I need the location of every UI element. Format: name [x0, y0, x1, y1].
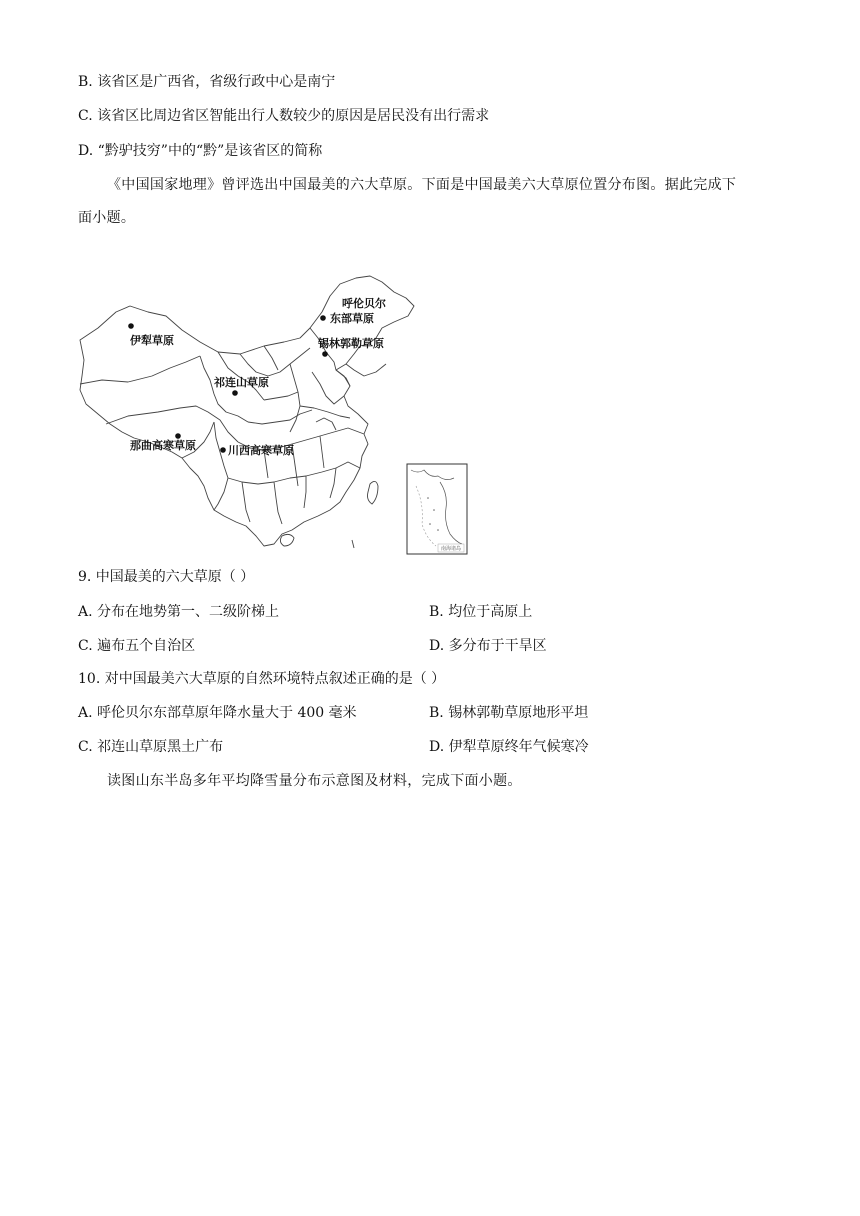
taiwan-island [368, 481, 379, 504]
marker-yili [128, 323, 134, 329]
south-china-sea-inset [407, 464, 467, 554]
marker-chuanxi [220, 447, 226, 453]
q9-option-c: C. 遍布五个自治区 [78, 638, 196, 654]
label-chuanxi: 川西高寒草原 [228, 444, 294, 457]
next-intro: 读图山东半岛多年平均降雪量分布示意图及材料，完成下面小题。 [107, 773, 522, 789]
option-d-prev: D. “黔驴技穷”中的“黔”是该省区的简称 [78, 143, 323, 159]
label-hulunbuir-2: 东部草原 [330, 312, 374, 325]
label-hulunbuir-1: 呼伦贝尔 [342, 297, 386, 310]
q10-option-d: D. 伊犁草原终年气候寒冷 [429, 739, 589, 755]
hainan-island [280, 534, 294, 546]
q9-option-b: B. 均位于高原上 [429, 604, 533, 620]
marker-hulunbuir [320, 315, 326, 321]
option-c-prev: C. 该省区比周边省区智能出行人数较少的原因是居民没有出行需求 [78, 108, 490, 124]
q10-option-b: B. 锡林郭勒草原地形平坦 [429, 705, 589, 721]
q10-option-c: C. 祁连山草原黑土广布 [78, 739, 224, 755]
label-naqu: 那曲高寒草原 [130, 439, 196, 452]
marker-naqu [175, 433, 181, 439]
q10-stem: 10. 对中国最美六大草原的自然环境特点叙述正确的是（ ） [78, 671, 446, 687]
q9-stem: 9. 中国最美的六大草原（ ） [78, 569, 255, 585]
label-qilian: 祁连山草原 [214, 376, 269, 389]
marker-qilian [232, 390, 238, 396]
intro-line-2: 面小题。 [78, 210, 136, 226]
inset-caption: 南海诸岛 [441, 546, 462, 552]
intro-line-1: 《中国国家地理》曾评选出中国最美的六大草原。下面是中国最美六大草原位置分布图。据此完成下 [107, 177, 737, 193]
label-xilingol: 锡林郭勒草原 [318, 337, 384, 350]
option-b-prev: B. 该省区是广西省，省级行政中心是南宁 [78, 74, 336, 90]
grassland-map [78, 272, 470, 556]
q10-option-a: A. 呼伦贝尔东部草原年降水量大于 400 毫米 [78, 705, 357, 721]
q9-option-d: D. 多分布于干旱区 [429, 638, 547, 654]
label-yili: 伊犁草原 [130, 334, 174, 347]
marker-xilingol [322, 351, 328, 357]
q9-option-a: A. 分布在地势第一、二级阶梯上 [78, 604, 280, 620]
